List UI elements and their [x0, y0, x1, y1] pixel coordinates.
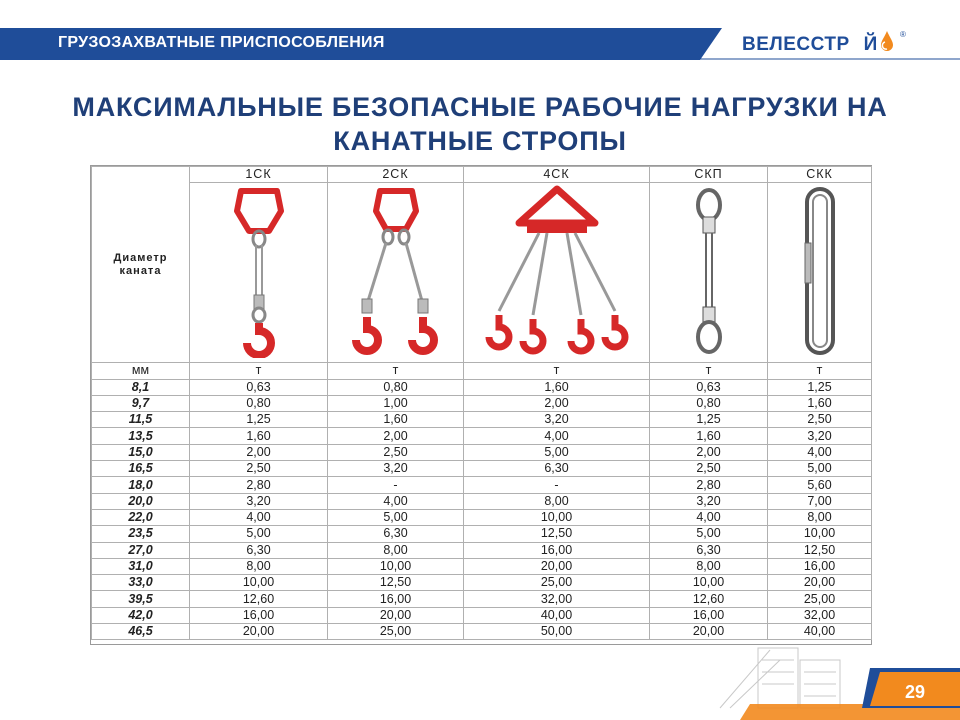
diameter-label-line-2: каната [119, 264, 162, 277]
load-cell: - [328, 477, 464, 493]
load-table-grid [91, 166, 872, 640]
sling-image-cell [464, 183, 650, 363]
load-cell: 1,00 [328, 395, 464, 411]
load-cell: 12,50 [328, 575, 464, 591]
load-cell: 3,20 [464, 412, 650, 428]
title-line-2: КАНАТНЫЕ СТРОПЫ [333, 126, 627, 156]
unit-cell: т [190, 363, 328, 379]
table-row [92, 526, 872, 542]
load-cell: 16,00 [328, 591, 464, 607]
diameter-cell: 46,5 [92, 624, 190, 640]
load-cell: 0,80 [650, 395, 768, 411]
load-cell: 32,00 [464, 591, 650, 607]
diameter-cell: 23,5 [92, 526, 190, 542]
column-header: 4СК [464, 167, 650, 183]
diameter-cell: 8,1 [92, 379, 190, 395]
load-cell: 1,60 [768, 395, 872, 411]
load-cell: 10,00 [190, 575, 328, 591]
load-cell: 2,00 [650, 444, 768, 460]
load-cell: 12,50 [768, 542, 872, 558]
load-cell: 3,20 [768, 428, 872, 444]
drop-icon [880, 30, 894, 52]
table-row [92, 607, 872, 623]
load-cell: - [464, 477, 650, 493]
load-cell: 2,50 [650, 461, 768, 477]
unit-cell: т [328, 363, 464, 379]
load-cell: 0,80 [328, 379, 464, 395]
diameter-cell: 11,5 [92, 412, 190, 428]
one-leg-sling-icon [229, 183, 289, 358]
column-header: 1СК [190, 167, 328, 183]
load-cell: 2,50 [768, 412, 872, 428]
load-cell: 0,80 [190, 395, 328, 411]
load-cell: 4,00 [328, 493, 464, 509]
load-cell: 6,30 [328, 526, 464, 542]
column-header: 2СК [328, 167, 464, 183]
diameter-cell: 42,0 [92, 607, 190, 623]
load-cell: 16,00 [650, 607, 768, 623]
load-cell: 16,00 [768, 558, 872, 574]
load-cell: 5,00 [464, 444, 650, 460]
diameter-header [92, 167, 190, 363]
load-cell: 20,00 [768, 575, 872, 591]
four-leg-sling-icon [477, 183, 637, 358]
diameter-label-line-1: Диаметр [113, 251, 168, 264]
load-cell: 16,00 [190, 607, 328, 623]
load-cell: 1,60 [190, 428, 328, 444]
load-cell: 8,00 [768, 509, 872, 525]
table-row [92, 575, 872, 591]
load-cell: 20,00 [464, 558, 650, 574]
load-cell: 12,50 [464, 526, 650, 542]
load-cell: 8,00 [650, 558, 768, 574]
load-cell: 4,00 [768, 444, 872, 460]
load-cell: 16,00 [464, 542, 650, 558]
table-row [92, 493, 872, 509]
load-cell: 5,00 [328, 509, 464, 525]
load-cell: 2,00 [190, 444, 328, 460]
table-row [92, 395, 872, 411]
table-row [92, 461, 872, 477]
load-cell: 20,00 [650, 624, 768, 640]
load-cell: 10,00 [768, 526, 872, 542]
registered-mark: ® [900, 30, 906, 39]
diameter-cell: 22,0 [92, 509, 190, 525]
table-body [92, 379, 872, 640]
unit-cell: т [464, 363, 650, 379]
load-cell: 0,63 [650, 379, 768, 395]
sling-image-cell [768, 183, 872, 363]
load-cell: 8,00 [328, 542, 464, 558]
load-cell: 6,30 [464, 461, 650, 477]
load-cell: 2,50 [328, 444, 464, 460]
column-header: СКК [768, 167, 872, 183]
diameter-cell: 18,0 [92, 477, 190, 493]
load-cell: 25,00 [768, 591, 872, 607]
units-row [92, 363, 872, 379]
load-cell: 5,60 [768, 477, 872, 493]
load-cell: 40,00 [464, 607, 650, 623]
column-header: СКП [650, 167, 768, 183]
load-cell: 1,60 [650, 428, 768, 444]
load-cell: 2,80 [190, 477, 328, 493]
load-cell: 0,63 [190, 379, 328, 395]
load-cell: 2,80 [650, 477, 768, 493]
load-cell: 25,00 [464, 575, 650, 591]
load-cell: 4,00 [650, 509, 768, 525]
load-cell: 1,25 [650, 412, 768, 428]
load-cell: 20,00 [328, 607, 464, 623]
sling-image-cell [650, 183, 768, 363]
load-cell: 5,00 [650, 526, 768, 542]
table-row [92, 542, 872, 558]
diameter-cell: 31,0 [92, 558, 190, 574]
load-cell: 2,00 [464, 395, 650, 411]
table-row [92, 509, 872, 525]
load-cell: 10,00 [328, 558, 464, 574]
logo-text: ВЕЛЕССТР [742, 34, 850, 55]
load-cell: 12,60 [650, 591, 768, 607]
load-cell: 4,00 [190, 509, 328, 525]
load-cell: 3,20 [328, 461, 464, 477]
diameter-cell: 20,0 [92, 493, 190, 509]
diameter-cell: 39,5 [92, 591, 190, 607]
diameter-cell: 15,0 [92, 444, 190, 460]
load-table [90, 165, 872, 645]
load-cell: 4,00 [464, 428, 650, 444]
load-cell: 10,00 [650, 575, 768, 591]
sling-image-cell [328, 183, 464, 363]
load-cell: 7,00 [768, 493, 872, 509]
load-cell: 1,60 [328, 412, 464, 428]
load-cell: 6,30 [650, 542, 768, 558]
unit-cell: т [768, 363, 872, 379]
load-cell: 2,00 [328, 428, 464, 444]
load-cell: 10,00 [464, 509, 650, 525]
logo-text-end: Й [863, 34, 878, 55]
table-row [92, 444, 872, 460]
table-row [92, 558, 872, 574]
two-leg-sling-icon [346, 183, 446, 358]
load-cell: 25,00 [328, 624, 464, 640]
table-row [92, 428, 872, 444]
load-cell: 6,30 [190, 542, 328, 558]
load-cell: 40,00 [768, 624, 872, 640]
load-cell: 1,25 [768, 379, 872, 395]
load-cell: 1,60 [464, 379, 650, 395]
unit-cell: мм [92, 363, 190, 379]
load-cell: 5,00 [768, 461, 872, 477]
title-line-1: МАКСИМАЛЬНЫЕ БЕЗОПАСНЫЕ РАБОЧИЕ НАГРУЗКИ НА [72, 92, 888, 122]
load-cell: 50,00 [464, 624, 650, 640]
page-title [0, 90, 960, 158]
load-cell: 3,20 [650, 493, 768, 509]
page-number: 29 [904, 682, 926, 702]
load-cell: 5,00 [190, 526, 328, 542]
section-title: ГРУЗОЗАХВАТНЫЕ ПРИСПОСОБЛЕНИЯ [58, 34, 385, 51]
load-cell: 3,20 [190, 493, 328, 509]
table-row [92, 477, 872, 493]
load-cell: 12,60 [190, 591, 328, 607]
table-row [92, 379, 872, 395]
diameter-cell: 16,5 [92, 461, 190, 477]
load-cell: 32,00 [768, 607, 872, 623]
load-cell: 8,00 [464, 493, 650, 509]
logo [742, 34, 878, 56]
load-cell: 2,50 [190, 461, 328, 477]
load-cell: 1,25 [190, 412, 328, 428]
unit-cell: т [650, 363, 768, 379]
diameter-cell: 27,0 [92, 542, 190, 558]
diameter-cell: 33,0 [92, 575, 190, 591]
endless-sling-icon [795, 183, 845, 358]
sling-image-cell [190, 183, 328, 363]
table-row [92, 412, 872, 428]
table-row [92, 591, 872, 607]
loop-sling-icon [684, 183, 734, 358]
diameter-cell: 9,7 [92, 395, 190, 411]
diameter-cell: 13,5 [92, 428, 190, 444]
load-cell: 20,00 [190, 624, 328, 640]
load-cell: 8,00 [190, 558, 328, 574]
